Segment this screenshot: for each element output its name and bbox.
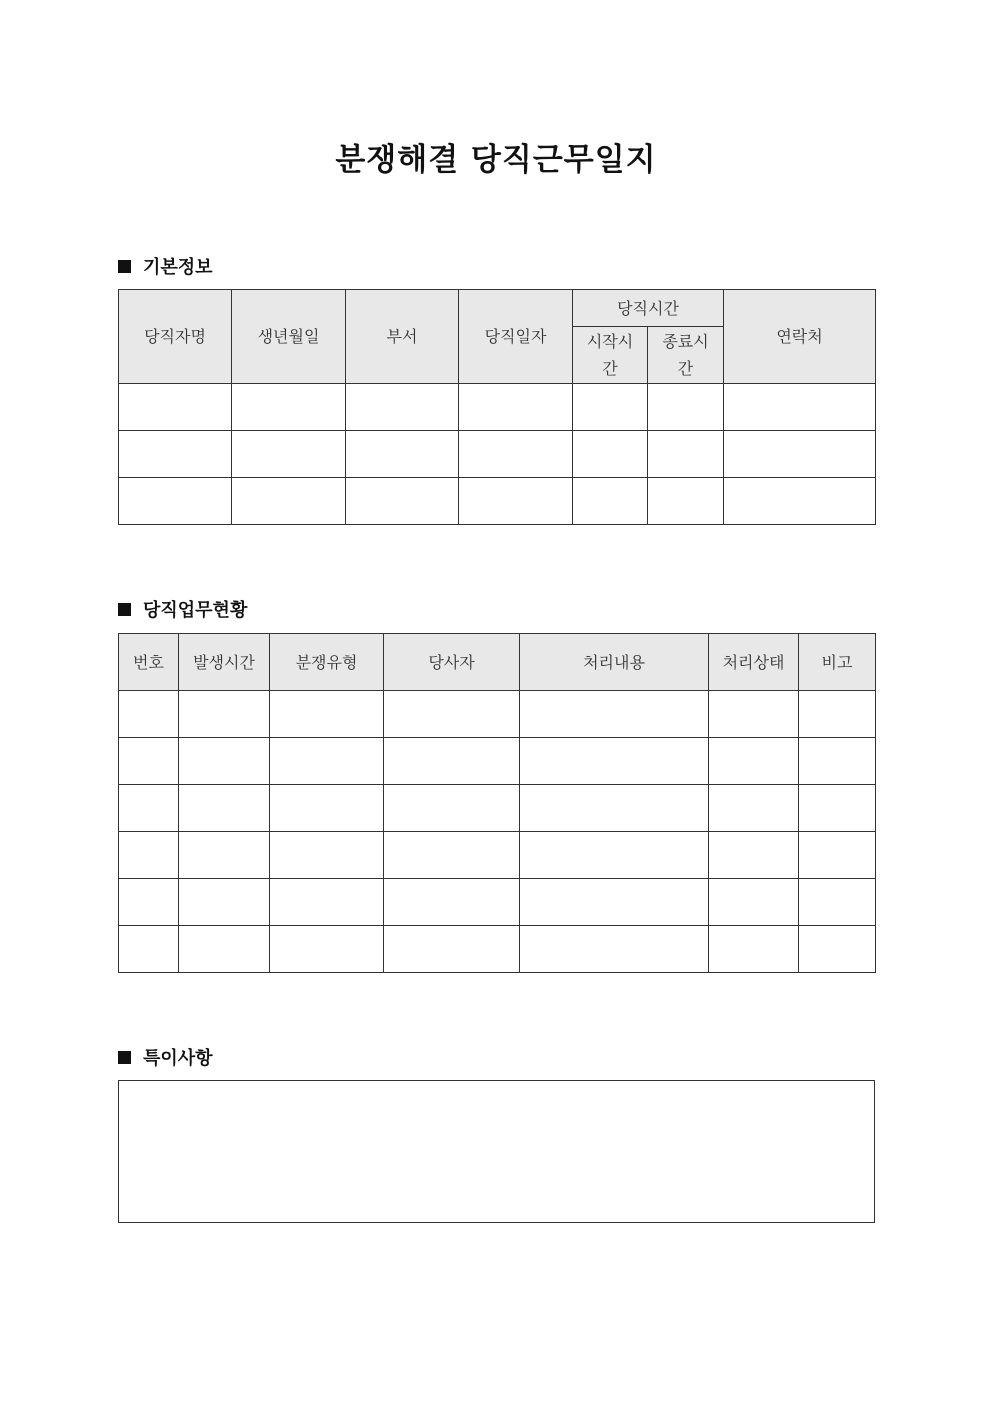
basic-info-heading-label: 기본정보 [143, 257, 213, 278]
table-cell[interactable] [724, 431, 876, 478]
header-dispute-type: 분쟁유형 [270, 634, 384, 691]
duty-status-row [119, 926, 876, 973]
table-cell[interactable] [724, 384, 876, 431]
table-cell[interactable] [520, 926, 709, 973]
table-cell[interactable] [459, 478, 573, 525]
table-cell[interactable] [799, 832, 876, 879]
table-cell[interactable] [648, 478, 724, 525]
table-cell[interactable] [799, 785, 876, 832]
header-handling-details: 처리내용 [520, 634, 709, 691]
table-cell[interactable] [270, 738, 384, 785]
notes-heading-label: 특이사항 [143, 1048, 213, 1069]
header-birth-date: 생년월일 [232, 290, 346, 384]
basic-info-row [119, 431, 876, 478]
table-cell[interactable] [119, 879, 179, 926]
table-cell[interactable] [179, 879, 270, 926]
table-cell[interactable] [179, 738, 270, 785]
table-cell[interactable] [709, 926, 799, 973]
table-cell[interactable] [270, 691, 384, 738]
table-cell[interactable] [270, 785, 384, 832]
table-cell[interactable] [709, 879, 799, 926]
square-bullet-icon [118, 260, 131, 273]
table-cell[interactable] [179, 832, 270, 879]
header-department: 부서 [346, 290, 459, 384]
table-cell[interactable] [384, 785, 520, 832]
table-cell[interactable] [179, 926, 270, 973]
table-cell[interactable] [799, 879, 876, 926]
table-cell[interactable] [119, 431, 232, 478]
duty-status-row [119, 691, 876, 738]
table-cell[interactable] [648, 431, 724, 478]
table-cell[interactable] [179, 785, 270, 832]
square-bullet-icon [118, 603, 131, 616]
table-cell[interactable] [709, 785, 799, 832]
table-cell[interactable] [520, 785, 709, 832]
basic-info-table [118, 289, 876, 525]
table-cell[interactable] [119, 691, 179, 738]
duty-status-table [118, 633, 876, 973]
table-cell[interactable] [346, 384, 459, 431]
header-parties: 당사자 [384, 634, 520, 691]
duty-status-row [119, 785, 876, 832]
table-cell[interactable] [384, 832, 520, 879]
table-cell[interactable] [459, 384, 573, 431]
table-cell[interactable] [346, 478, 459, 525]
table-cell[interactable] [520, 879, 709, 926]
header-handling-status: 처리상태 [709, 634, 799, 691]
header-occurrence-time: 발생시간 [179, 634, 270, 691]
table-cell[interactable] [270, 926, 384, 973]
table-cell[interactable] [520, 691, 709, 738]
table-cell[interactable] [520, 832, 709, 879]
table-cell[interactable] [709, 738, 799, 785]
header-end-time: 종료시간 [648, 327, 724, 384]
header-duty-time: 당직시간 [573, 290, 724, 327]
table-cell[interactable] [573, 384, 648, 431]
header-duty-date: 당직일자 [459, 290, 573, 384]
table-cell[interactable] [709, 691, 799, 738]
basic-info-row [119, 384, 876, 431]
table-cell[interactable] [270, 879, 384, 926]
table-cell[interactable] [384, 691, 520, 738]
header-start-time: 시작시간 [573, 327, 648, 384]
duty-status-row [119, 832, 876, 879]
table-cell[interactable] [179, 691, 270, 738]
table-cell[interactable] [384, 738, 520, 785]
header-number: 번호 [119, 634, 179, 691]
table-cell[interactable] [799, 691, 876, 738]
table-cell[interactable] [573, 478, 648, 525]
table-cell[interactable] [384, 926, 520, 973]
table-cell[interactable] [119, 478, 232, 525]
basic-info-heading [118, 253, 213, 279]
header-duty-person-name: 당직자명 [119, 290, 232, 384]
table-cell[interactable] [119, 738, 179, 785]
table-cell[interactable] [119, 926, 179, 973]
table-cell[interactable] [384, 879, 520, 926]
table-cell[interactable] [270, 832, 384, 879]
duty-status-heading-label: 당직업무현황 [143, 600, 248, 621]
table-cell[interactable] [232, 384, 346, 431]
table-cell[interactable] [232, 431, 346, 478]
header-remarks: 비고 [799, 634, 876, 691]
table-cell[interactable] [459, 431, 573, 478]
basic-info-row [119, 478, 876, 525]
duty-status-row [119, 879, 876, 926]
table-cell[interactable] [724, 478, 876, 525]
table-cell[interactable] [799, 738, 876, 785]
table-cell[interactable] [119, 785, 179, 832]
table-cell[interactable] [648, 384, 724, 431]
table-cell[interactable] [520, 738, 709, 785]
table-cell[interactable] [799, 926, 876, 973]
table-cell[interactable] [709, 832, 799, 879]
header-contact: 연락처 [724, 290, 876, 384]
table-cell[interactable] [119, 384, 232, 431]
square-bullet-icon [118, 1051, 131, 1064]
page-title: 분쟁해결 당직근무일지 [335, 142, 657, 178]
table-cell[interactable] [573, 431, 648, 478]
duty-status-heading [118, 596, 247, 622]
duty-status-row [119, 738, 876, 785]
table-cell[interactable] [232, 478, 346, 525]
notes-heading [118, 1044, 213, 1070]
table-cell[interactable] [346, 431, 459, 478]
table-cell[interactable] [119, 832, 179, 879]
notes-box[interactable] [118, 1080, 875, 1223]
